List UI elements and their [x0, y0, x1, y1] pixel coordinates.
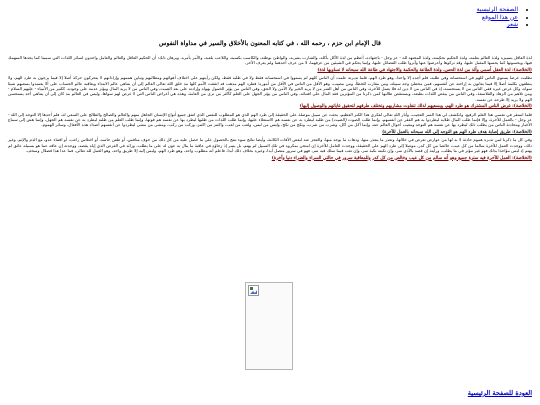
top-nav-list [477, 6, 526, 29]
summary-note-2: (الخلاصة): غرض الناس المشترك هو طرد الهم، وبسعيهم لذلك تتفاوت مشاربهم وتختلف طرقهم لتحقيق غاياتهم والوصول إليها) [299, 104, 532, 110]
nav-item-about [477, 14, 518, 22]
nav-item-poetry [477, 21, 518, 29]
footer [468, 391, 532, 396]
article-paragraph-2: تطلبت غرضا يستوي الناس كلهم في استحسانه وفي طلبه، فلم أجده إلا واحدا، وهو طرد الهم، فلما تدبرته علمت أن الناس كلهم لم يستووا في استحسانه فقط ولا في طلبه فقط، ولكن رأيتهم على اختلاف أهوائهم ومطالبهم وتباين هممهم وإراداتهم لا يتحركون حركة أصلا إلا فيما يرجون به طرد الهم، ولا ينطقون بكلمة أصلا إلا فيما يعانون به إزاحته عن أنفسهم، فمن مخطئ وجه سبيله، ومن مقارب للخطأ، ومن مصيب، وهو الأقل من الناس في الأقل من أموره؛ فطرد الهم مذهب قد اتفقت الأمم كلها مذ خلق الله تعالى العالم إلى أن يتناهى عالم الابتداء ويعاقبه عالم الحساب على ألا يعتمدوا بسعيهم شيئا سواه، وكل غرض غيره ففي الناس من لا يستحسنه، إذ في الناس من لا دين له فلا يعمل للآخرة، وفي الناس من أهل الشر من لا يريد الخير ولا الأمن ولا الحق، وفي الناس من يؤثر الخمول بهواه وإرادته على بعد الصيت، وفي الناس من لا يريد المال ويؤثر عدمه على وجوده، ككثير من الأنبياء - عليهم السلام - ومن تلاهم من الزهاد والفلاسفة، وفي الناس من يبغض اللذات بطبعه، ويستنقص طالبها كمن ذكرنا من المؤثرين فقد المال على اقتنائه، وفي الناس من يؤثر الجهل على العلم كأكثر من ترى من العامة، وهذه هي أغراض الناس التي لا غرض لهم سواها، وليس في العالم مذ كان إلى أن يتناهى أحد يستحسن الهم ولا يريد إلا طرحه عن نفسه. [8, 75, 532, 102]
broken-image-icon [248, 285, 260, 297]
summary-note-1: (الخلاصة): لذة العقل أسمى وألذ من لذة الحس، ولذة الطاعة والحكمة والاجتهاد في طاعة الله سبحانه لا تساويها لذة) [317, 67, 532, 73]
nav-link-poetry[interactable]: شعر [506, 21, 518, 28]
nav-link-home[interactable]: الصفحة الرئيسية [476, 6, 518, 13]
nav-link-about[interactable]: عن هذا الموقع [481, 13, 518, 21]
article-paragraph-1: لذة العاقل بتمييزه ولذة العالم بعلمه، ولذة الحكيم بحكمته، ولذة المجتهد لله - عز وجل - باجتهاده، أعظم من لذة الآكل بأكله، والشارب بشربه، والواطئ بوطئه، والكاسب بكسبه، واللاعب بلعبه، والآمر بأمره، وبرهان ذلك: أن الحكيم العاقل والعالم والعامل واجدون لسائر اللذات التي سمينا كما يجدها المنهمك فيها، ويحسونها كما يحسها المقبل عليها، وقد تركوها وأعرضوا عنها وآثروا طلب الفضائل عليها، وإنما يحكم في الشيئين من عرفهما، لا من عرف أحدهما ولم يعرف الآخر. [8, 55, 532, 66]
article-paragraph-3: فلما استقر في نفسي هذا العلم الرفيع، وانكشف لي هذا السر العجيب، وأنار الله تعالى لفكري هذا الكنز العظيم، بحثت عن سبيل موصلة على الحقيقة إلى طرد الهم الذي هو المطلوب للنفس الذي اتفق جميع أنواع الإنسان الجاهل منهم والعالم والصالح والطالح على السعي له، فلم أجدها إلا التوجه إلى الله - عز وجل - بالعمل للآخرة، وإلا فإنما طلب المال طلابه ليطردوا به هم الفقر عن أنفسهم، وإنما طلب الصوت (الصيت) من طلبه ليطرد به عن نفسه هم الاستعلاء عليها، وإنما طلب اللذات من طلبها ليطرد بها عن نفسه هم فوتها، وإنما طلب العلم من طلبه ليطرد به عن نفسه هم الجهل، وإنما هش إلى سماع الأخبار ومحادثة الناس من يطلب ذلك ليطرد بها عن نفسه هم التوحد ومغيب أحوال العالم عنه، وإنما أكل من أكل، وشرب من شرب، ونكح من نكح، ولبس من لبس، ولعب من لعب، واكتنز من اكتنز، وركب من ركب، ومشى من مشى ليطردوا عن أنفسهم أضداد هذه الأفعال، وسائر الهموم. [8, 111, 532, 128]
article-content [8, 55, 532, 163]
back-to-home-link[interactable]: العودة للصفحة الرئيسية [467, 389, 532, 397]
summary-note-4: (الخلاصة): العمل للآخرة فيه سترة جميع وهو أنه سالم من كل عيب وخالص من كل كدر وللمعاقبة سرور في حالتي السراء والضراء دنيا وآخرة) [271, 155, 532, 161]
broken-image-placeholder [245, 282, 293, 370]
summary-note-3: (الخلاصة): طريق إصابة هدف طرد الهم هو التوجه إلى الله سبحانه بالعمل للآخرة) [382, 129, 532, 135]
article-title: قال الإمام ابن حزم ، رحمه الله ، في كتابه المعنون بالأخلاق والسير في مداواة النفوس [159, 40, 381, 47]
article-paragraph-4: وفي كل ما ذكرنا لمن تدبره هموم حادثة لا بد لها من عوارض تعرض في خلالها، وتعذر ما يتعذر منها، وذهاب ما يوجد منها، والعجز عنه لبعض الآفات الكائنة، وأيضا نتائج سوء تنتج بالحصول على ما حصل عليه من كل ذلك من خوف منافس، أو طعن حاسد، أو اختلاس راغب، أو اقتناء عدو، مع الذم والإثم، وغير ذلك، ووجدت العمل للآخرة سالما من كل عيب، خالصا من كل كدر، موصلا إلى طرد الهم على الحقيقة، ووجدت العامل للآخرة إن امتحن بمكروه في تلك السبيل لم يهتم، بل يسر إذ رجاؤه في عاقبة ما ينال به عون له على ما يطلب، وزائد في الغرض الذي إياه يقصد، ووجدته إن عاقه عما هو بسبيله عائق لم يهتم إذ ليس مؤاخذا بذلك فهو غير مؤثر في ما يطلب، ورأيته إن قصد بالأذى سر، وإن نكبته نكبة سر، وإن تعب فيما سلك فيه سر، فهو في سرور متصل أبدا، وغيره بخلاف ذلك أبدا، فاعلم أنه مطلوب واحد، وهو طرد الهم، وليس إليه إلا طريق واحد، وهو العمل لله تعالى، فما عدا هذا فضلال وسخف. [8, 137, 532, 154]
nav-item-home [477, 6, 518, 14]
